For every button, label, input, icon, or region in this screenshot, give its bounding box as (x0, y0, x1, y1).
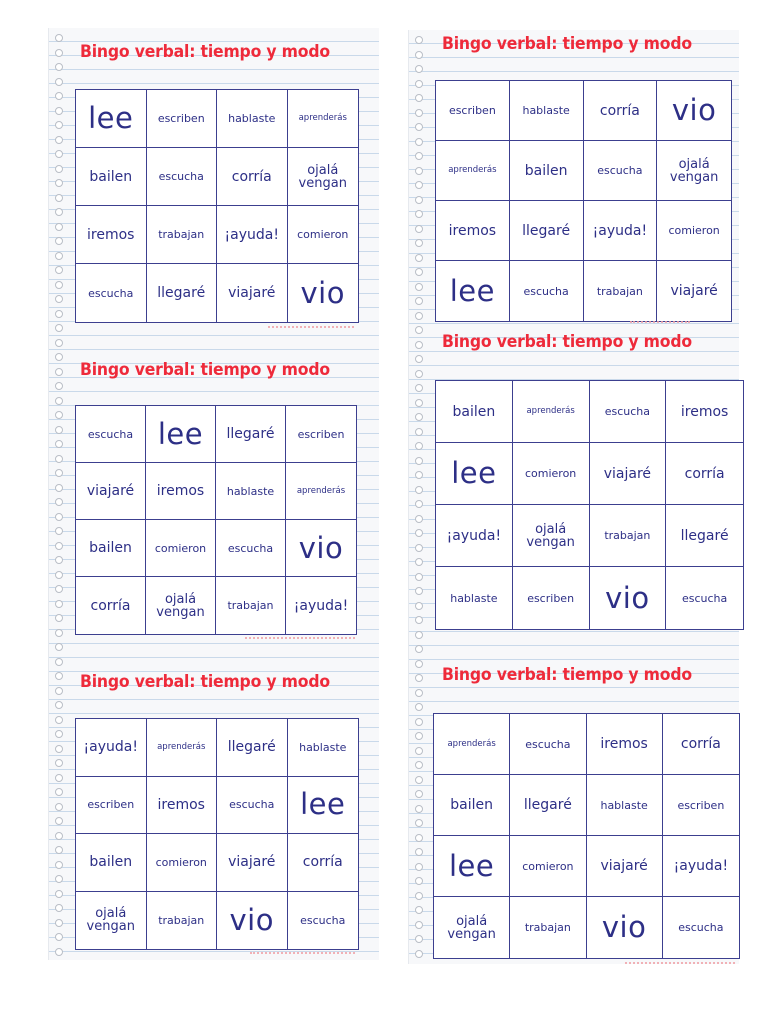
bingo-cell: aprenderás (147, 719, 218, 777)
hole-icon (55, 759, 63, 767)
bingo-cell: aprenderás (513, 381, 590, 443)
bingo-cell: llegaré (510, 201, 584, 261)
hole-icon (55, 469, 63, 477)
hole-icon (415, 428, 423, 436)
hole-icon (55, 107, 63, 115)
hole-icon (55, 92, 63, 100)
hole-icon (55, 353, 63, 361)
bingo-cell: lee (436, 443, 513, 505)
bingo-cell: lee (76, 90, 147, 148)
hole-icon (55, 687, 63, 695)
bingo-cell: hablaste (587, 775, 663, 836)
bingo-cell: comieron (510, 836, 586, 897)
bingo-cell: viajaré (670, 283, 718, 299)
hole-icon (55, 571, 63, 579)
hole-icon (55, 919, 63, 927)
hole-icon (55, 933, 63, 941)
hole-icon (55, 745, 63, 753)
hole-icon (415, 631, 423, 639)
bingo-grid (435, 80, 732, 322)
card-title: Bingo verbal: tiempo y modo (442, 34, 692, 54)
footer-mark (250, 952, 355, 955)
hole-icon (55, 397, 63, 405)
bingo-cell: ojalá vengan (434, 897, 510, 958)
hole-icon (55, 527, 63, 535)
bingo-cell: bailen (434, 775, 510, 836)
hole-icon (55, 614, 63, 622)
hole-icon (55, 295, 63, 303)
hole-icon (415, 761, 423, 769)
bingo-cell: hablaste (436, 567, 513, 629)
hole-icon (415, 616, 423, 624)
hole-icon (55, 788, 63, 796)
hole-icon (415, 457, 423, 465)
hole-icon (55, 817, 63, 825)
hole-icon (415, 703, 423, 711)
bingo-cell: ¡ayuda! (663, 836, 739, 897)
hole-icon (415, 718, 423, 726)
hole-icon (55, 716, 63, 724)
hole-icon (55, 34, 63, 42)
bingo-cell: escucha (147, 148, 218, 206)
hole-icon (55, 948, 63, 956)
hole-icon (55, 904, 63, 912)
bingo-cell: iremos (587, 714, 663, 775)
hole-icon (55, 875, 63, 883)
bingo-cell: ojalá vengan (657, 141, 731, 201)
hole-icon (55, 658, 63, 666)
hole-icon (415, 312, 423, 320)
hole-icon (415, 950, 423, 958)
hole-icon (415, 602, 423, 610)
bingo-cell: comieron (288, 206, 359, 264)
bingo-cell: comieron (146, 520, 216, 577)
hole-icon (55, 63, 63, 71)
hole-icon (415, 225, 423, 233)
hole-icon (415, 167, 423, 175)
bingo-cell: bailen (76, 520, 146, 577)
bingo-cell: lee (146, 406, 216, 463)
hole-icon (415, 65, 423, 73)
hole-icon (415, 239, 423, 247)
hole-icon (415, 413, 423, 421)
hole-icon (415, 848, 423, 856)
bingo-cell: aprenderás (288, 90, 359, 148)
bingo-grid (75, 405, 357, 635)
hole-icon (55, 629, 63, 637)
hole-icon (55, 78, 63, 86)
bingo-cell: corría (76, 577, 146, 634)
bingo-cell: ojalá vengan (146, 577, 216, 634)
bingo-cell: ¡ayuda! (293, 597, 349, 614)
bingo-cell: aprenderás (436, 141, 510, 201)
hole-icon (55, 861, 63, 869)
hole-icon (415, 399, 423, 407)
hole-icon (55, 237, 63, 245)
punched-holes (415, 36, 425, 964)
hole-icon (55, 136, 63, 144)
bingo-cell: lee (436, 261, 510, 321)
bingo-cell: corría (217, 148, 288, 206)
bingo-cell: escriben (147, 90, 218, 148)
hole-icon (55, 223, 63, 231)
hole-icon (55, 890, 63, 898)
hole-icon (55, 339, 63, 347)
hole-icon (415, 51, 423, 59)
hole-icon (415, 283, 423, 291)
hole-icon (55, 165, 63, 173)
hole-icon (55, 281, 63, 289)
bingo-cell: corría (666, 443, 743, 505)
hole-icon (55, 310, 63, 318)
footer-mark (630, 321, 690, 324)
hole-icon (415, 906, 423, 914)
card-title: Bingo verbal: tiempo y modo (80, 360, 330, 380)
hole-icon (415, 892, 423, 900)
bingo-cell: aprenderás (434, 714, 510, 775)
bingo-cell: hablaste (288, 719, 359, 777)
hole-icon (415, 834, 423, 842)
hole-icon (55, 324, 63, 332)
hole-icon (415, 921, 423, 929)
bingo-cell: bailen (436, 381, 513, 443)
hole-icon (415, 123, 423, 131)
bingo-cell: iremos (76, 206, 147, 264)
bingo-cell: escriben (76, 777, 147, 835)
bingo-cell: escucha (590, 381, 667, 443)
hole-icon (55, 513, 63, 521)
bingo-cell: ¡ayuda! (217, 206, 288, 264)
bingo-cell: llegaré (217, 719, 288, 777)
hole-icon (415, 94, 423, 102)
bingo-cell: viajaré (587, 836, 663, 897)
hole-icon (415, 196, 423, 204)
bingo-cell: escucha (76, 406, 146, 463)
hole-icon (415, 80, 423, 88)
hole-icon (415, 863, 423, 871)
bingo-cell: escriben (663, 775, 739, 836)
footer-mark (268, 326, 354, 329)
hole-icon (55, 208, 63, 216)
hole-icon (415, 500, 423, 508)
hole-icon (415, 254, 423, 262)
bingo-cell: escriben (286, 406, 356, 463)
hole-icon (415, 297, 423, 305)
bingo-cell: llegaré (510, 775, 586, 836)
hole-icon (55, 542, 63, 550)
footer-mark (625, 962, 735, 965)
hole-icon (415, 370, 423, 378)
bingo-cell: ojalá vengan (513, 505, 590, 567)
bingo-cell: trabajan (147, 206, 218, 264)
bingo-cell: escucha (216, 520, 286, 577)
bingo-cell: hablaste (510, 81, 584, 141)
hole-icon (415, 486, 423, 494)
hole-icon (415, 674, 423, 682)
bingo-cell: trabajan (216, 577, 286, 634)
bingo-cell: comieron (657, 201, 731, 261)
bingo-cell: comieron (513, 443, 590, 505)
bingo-cell: vio (217, 892, 288, 950)
hole-icon (415, 689, 423, 697)
bingo-cell: corría (663, 714, 739, 775)
hole-icon (415, 515, 423, 523)
hole-icon (55, 252, 63, 260)
hole-icon (415, 660, 423, 668)
hole-icon (55, 556, 63, 564)
card-title: Bingo verbal: tiempo y modo (442, 332, 692, 352)
hole-icon (55, 484, 63, 492)
hole-icon (55, 426, 63, 434)
hole-icon (55, 803, 63, 811)
bingo-cell: ¡ayuda! (436, 505, 513, 567)
bingo-cell: escucha (678, 921, 724, 934)
hole-icon (55, 440, 63, 448)
hole-icon (415, 442, 423, 450)
hole-icon (415, 138, 423, 146)
bingo-cell: corría (288, 834, 359, 892)
hole-icon (55, 498, 63, 506)
hole-icon (55, 730, 63, 738)
hole-icon (55, 643, 63, 651)
bingo-cell: llegaré (216, 406, 286, 463)
hole-icon (415, 747, 423, 755)
bingo-grid (433, 713, 740, 959)
bingo-cell: escriben (513, 567, 590, 629)
bingo-grid (75, 89, 359, 323)
hole-icon (415, 355, 423, 363)
hole-icon (415, 819, 423, 827)
bingo-cell: corría (584, 81, 658, 141)
hole-icon (55, 832, 63, 840)
bingo-cell: iremos (436, 201, 510, 261)
bingo-cell: vio (300, 275, 345, 310)
hole-icon (415, 573, 423, 581)
hole-icon (415, 268, 423, 276)
bingo-cell: viajaré (217, 264, 288, 322)
hole-icon (55, 672, 63, 680)
card-title: Bingo verbal: tiempo y modo (442, 665, 692, 685)
bingo-cell: iremos (666, 381, 743, 443)
bingo-cell: viajaré (217, 834, 288, 892)
footer-mark (245, 637, 355, 640)
hole-icon (55, 774, 63, 782)
card-title: Bingo verbal: tiempo y modo (80, 672, 330, 692)
bingo-grid (75, 718, 359, 950)
hole-icon (55, 585, 63, 593)
hole-icon (415, 471, 423, 479)
bingo-cell: escucha (217, 777, 288, 835)
hole-icon (415, 181, 423, 189)
bingo-cell: hablaste (216, 463, 286, 520)
bingo-cell: hablaste (217, 90, 288, 148)
hole-icon (415, 544, 423, 552)
bingo-cell: lee (434, 836, 510, 897)
hole-icon (415, 36, 423, 44)
hole-icon (415, 776, 423, 784)
hole-icon (55, 368, 63, 376)
hole-icon (415, 152, 423, 160)
hole-icon (55, 150, 63, 158)
bingo-cell: vio (590, 567, 667, 629)
hole-icon (55, 846, 63, 854)
bingo-cell: viajaré (590, 443, 667, 505)
hole-icon (55, 600, 63, 608)
bingo-cell: llegaré (666, 505, 743, 567)
hole-icon (55, 49, 63, 57)
bingo-cell: ojalá vengan (288, 148, 359, 206)
bingo-cell: trabajan (510, 897, 586, 958)
bingo-cell: escucha (76, 264, 147, 322)
bingo-cell: vio (587, 897, 663, 958)
bingo-cell: trabajan (590, 505, 667, 567)
bingo-cell: escriben (436, 81, 510, 141)
bingo-cell: vio (657, 81, 731, 141)
hole-icon (55, 266, 63, 274)
hole-icon (415, 790, 423, 798)
hole-icon (415, 587, 423, 595)
hole-icon (55, 701, 63, 709)
hole-icon (415, 558, 423, 566)
hole-icon (415, 732, 423, 740)
hole-icon (415, 384, 423, 392)
punched-holes (55, 34, 65, 960)
bingo-cell: escucha (510, 714, 586, 775)
hole-icon (55, 194, 63, 202)
bingo-cell: escucha (510, 261, 584, 321)
hole-icon (55, 179, 63, 187)
hole-icon (55, 455, 63, 463)
bingo-cell: llegaré (147, 264, 218, 322)
hole-icon (415, 529, 423, 537)
hole-icon (55, 411, 63, 419)
bingo-cell: bailen (510, 141, 584, 201)
hole-icon (415, 935, 423, 943)
bingo-cell: lee (288, 777, 359, 835)
hole-icon (415, 341, 423, 349)
hole-icon (415, 877, 423, 885)
bingo-cell: ¡ayuda! (584, 201, 658, 261)
bingo-cell: comieron (147, 834, 218, 892)
bingo-cell: escucha (300, 913, 346, 927)
bingo-cell: trabajan (584, 261, 658, 321)
hole-icon (415, 109, 423, 117)
bingo-cell: escucha (584, 141, 658, 201)
hole-icon (415, 805, 423, 813)
hole-icon (415, 326, 423, 334)
bingo-cell: vio (286, 520, 356, 577)
hole-icon (415, 210, 423, 218)
bingo-cell: bailen (76, 834, 147, 892)
bingo-cell: bailen (76, 148, 147, 206)
hole-icon (415, 645, 423, 653)
bingo-cell: trabajan (147, 892, 218, 950)
bingo-cell: viajaré (76, 463, 146, 520)
bingo-cell: ¡ayuda! (76, 719, 147, 777)
bingo-cell: escucha (681, 591, 728, 605)
hole-icon (55, 382, 63, 390)
bingo-cell: ojalá vengan (76, 892, 147, 950)
card-title: Bingo verbal: tiempo y modo (80, 42, 330, 62)
bingo-cell: iremos (146, 463, 216, 520)
bingo-cell: iremos (147, 777, 218, 835)
bingo-grid (435, 380, 744, 630)
hole-icon (55, 121, 63, 129)
bingo-cell: aprenderás (286, 463, 356, 520)
